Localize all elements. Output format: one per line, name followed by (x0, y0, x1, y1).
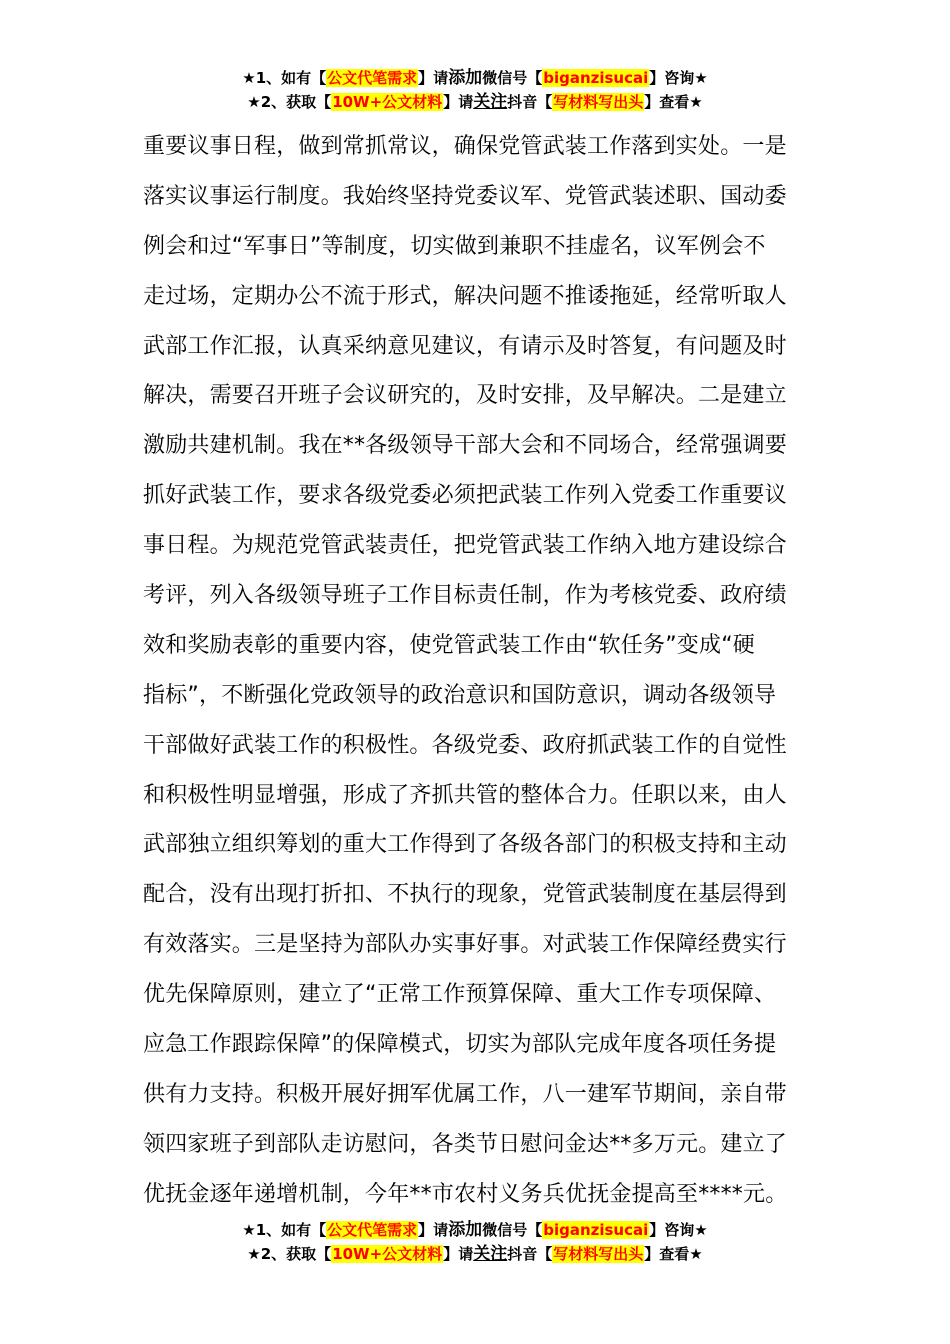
banner-text: 】咨询★ (649, 69, 708, 87)
banner-emphasis: 关注 (473, 92, 508, 112)
banner-highlight: 10W+公文材料 (332, 93, 443, 111)
banner-text: 抖音【 (507, 93, 553, 111)
body-line: 考评，列入各级领导班子工作目标责任制，作为考核党委、政府绩 (143, 583, 787, 609)
body-line: 优抚金逐年递增机制，今年**市农村义务兵优抚金提高至****元。 (143, 1181, 788, 1207)
body-line: 武部独立组织筹划的重大工作得到了各级各部门的积极支持和主动 (143, 832, 787, 858)
banner-highlight: 写材料写出头 (553, 93, 644, 111)
body-line: 落实议事运行制度。我始终坚持党委议军、党管武装述职、国动委 (143, 183, 787, 209)
banner-text: 】咨询★ (649, 1221, 708, 1239)
body-line: 走过场，定期办公不流于形式，解决问题不推诿拖延，经常听取人 (143, 283, 787, 309)
banner-text: 】请 (443, 93, 474, 111)
banner-text: 】请 (418, 69, 449, 87)
banner-line-2 (0, 90, 950, 114)
body-line: 激励共建机制。我在**各级领导干部大会和不同场合，经常强调要 (143, 433, 788, 459)
body-line: 武部工作汇报，认真采纳意见建议，有请示及时答复，有问题及时 (143, 333, 787, 359)
banner-text: ★1、如有【 (242, 69, 327, 87)
banner-emphasis: 添加 (448, 68, 483, 88)
body-line: 例会和过“军事日”等制度，切实做到兼职不挂虚名，议军例会不 (143, 233, 766, 259)
body-line: 领四家班子到部队走访慰问，各类节日慰问金达**多万元。建立了 (143, 1131, 788, 1157)
banner-text: 】请 (443, 1245, 474, 1263)
body-line: 供有力支持。积极开展好拥军优属工作，八一建军节期间，亲自带 (143, 1081, 787, 1107)
body-line: 指标”，不断强化党政领导的政治意识和国防意识，调动各级领导 (143, 682, 777, 708)
body-line: 解决，需要召开班子会议研究的，及时安排，及早解决。二是建立 (143, 383, 787, 409)
body-line: 和积极性明显增强，形成了齐抓共管的整体合力。任职以来，由人 (143, 782, 787, 808)
banner-line-1 (0, 1218, 950, 1242)
body-line: 有效落实。三是坚持为部队办实事好事。对武装工作保障经费实行 (143, 932, 787, 958)
banner-line-2 (0, 1242, 950, 1266)
header-banner (0, 66, 950, 114)
document-body (143, 122, 811, 1220)
banner-highlight: 写材料写出头 (553, 1245, 644, 1263)
banner-text: 微信号【 (482, 69, 543, 87)
banner-text: ★2、获取【 (247, 93, 332, 111)
banner-highlight: biganzisucai (543, 69, 649, 87)
footer-banner (0, 1218, 950, 1266)
banner-text: 微信号【 (482, 1221, 543, 1239)
banner-highlight: 公文代笔需求 (327, 69, 418, 87)
banner-highlight: 公文代笔需求 (327, 1221, 418, 1239)
body-line: 抓好武装工作，要求各级党委必须把武装工作列入党委工作重要议 (143, 483, 787, 509)
body-line: 应急工作跟踪保障”的保障模式，切实为部队完成年度各项任务提 (143, 1032, 777, 1058)
body-line: 重要议事日程，做到常抓常议，确保党管武装工作落到实处。一是 (143, 134, 787, 159)
body-line: 事日程。为规范党管武装责任，把党管武装工作纳入地方建设综合 (143, 533, 787, 559)
banner-emphasis: 添加 (448, 1220, 483, 1240)
banner-text: ★2、获取【 (247, 1245, 332, 1263)
body-line: 效和奖励表彰的重要内容，使党管武装工作由“软任务”变成“硬 (143, 632, 755, 658)
banner-text: ★1、如有【 (242, 1221, 327, 1239)
body-line: 优先保障原则，建立了“正常工作预算保障、重大工作专项保障、 (143, 982, 777, 1008)
banner-highlight: biganzisucai (543, 1221, 649, 1239)
body-line: 干部做好武装工作的积极性。各级党委、政府抓武装工作的自觉性 (143, 732, 787, 758)
banner-text: 】查看★ (644, 1245, 703, 1263)
banner-text: 】请 (418, 1221, 449, 1239)
banner-text: 】查看★ (644, 93, 703, 111)
banner-text: 抖音【 (507, 1245, 553, 1263)
banner-line-1 (0, 66, 950, 90)
banner-highlight: 10W+公文材料 (332, 1245, 443, 1263)
body-line: 配合，没有出现打折扣、不执行的现象，党管武装制度在基层得到 (143, 882, 787, 908)
banner-emphasis: 关注 (473, 1244, 508, 1264)
